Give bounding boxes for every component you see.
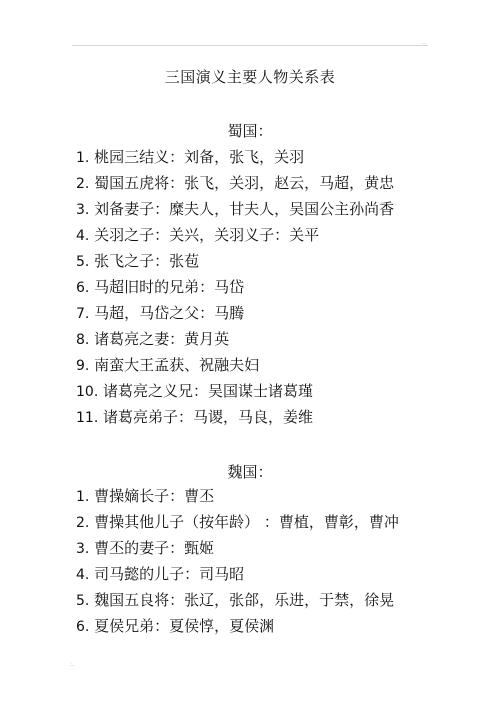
list-item-text: 曹操其他儿子（按年龄） ：曹植，曹彰，曹冲 — [94, 513, 399, 531]
list-item-text: 司马懿的儿子：司马昭 — [94, 565, 245, 583]
list-item-number: 5. — [76, 593, 90, 609]
section-heading-wei: 魏国： — [227, 463, 273, 481]
list-item-text: 夏侯兄弟：夏侯惇，夏侯渊 — [94, 617, 275, 635]
list-item-text: 诸葛亮弟子：马谡，马良，姜维 — [103, 408, 314, 426]
list-item-number: 9. — [76, 358, 90, 374]
list-item-text: 马超，马岱之父：马腾 — [94, 304, 245, 322]
list-item — [76, 513, 399, 532]
footer-mark: :. — [70, 661, 74, 668]
list-item — [76, 591, 394, 610]
section-heading-shu: 蜀国： — [227, 122, 273, 140]
list-item-number: 1. — [76, 150, 90, 166]
list-item-number: 7. — [76, 306, 90, 322]
list-item-number: 3. — [76, 541, 90, 557]
list-item-number: 6. — [76, 619, 90, 635]
list-item — [76, 617, 274, 636]
list-item — [76, 200, 394, 219]
list-item — [76, 330, 229, 349]
header-corner-mark: .. — [422, 39, 426, 46]
list-item-text: 张飞之子：张苞 — [94, 252, 200, 270]
list-item-text: 南蛮大王孟获、祝融夫妇 — [94, 356, 260, 374]
list-item — [76, 382, 313, 401]
list-item-text: 魏国五良将：张辽，张郃，乐进，于禁，徐晃 — [94, 591, 395, 609]
list-item-number: 10. — [76, 384, 99, 400]
list-item-number: 5. — [76, 254, 90, 270]
list-item-text: 关羽之子：关兴，关羽义子：关平 — [94, 226, 320, 244]
list-item-number: 6. — [76, 280, 90, 296]
list-item — [76, 148, 304, 167]
list-item-number: 4. — [76, 567, 90, 583]
list-item-number: 4. — [76, 228, 90, 244]
list-item — [76, 252, 199, 271]
list-item-text: 刘备妻子：糜夫人，甘夫人，吴国公主孙尚香 — [94, 200, 395, 218]
list-item — [76, 278, 244, 297]
list-item-text: 曹操嫡长子：曹丕 — [94, 487, 215, 505]
list-item — [76, 408, 313, 427]
list-item-number: 11. — [76, 410, 99, 426]
document-title: 三国演义主要人物关系表 — [164, 68, 336, 86]
list-item — [76, 304, 244, 323]
list-item — [76, 565, 244, 584]
list-item — [76, 356, 259, 375]
list-item — [76, 174, 394, 193]
list-item-text: 桃园三结义：刘备，张飞，关羽 — [94, 148, 305, 166]
list-item — [76, 487, 214, 506]
list-item-text: 蜀国五虎将：张飞，关羽，赵云，马超，黄忠 — [94, 174, 395, 192]
header-rule — [72, 45, 428, 46]
list-item-number: 8. — [76, 332, 90, 348]
list-item-text: 诸葛亮之义兄：吴国谋士诸葛瑾 — [103, 382, 314, 400]
list-item-number: 1. — [76, 489, 90, 505]
list-item-number: 2. — [76, 176, 90, 192]
list-item-number: 2. — [76, 515, 90, 531]
list-item — [76, 539, 214, 558]
list-item-text: 诸葛亮之妻：黄月英 — [94, 330, 230, 348]
list-item-number: 3. — [76, 202, 90, 218]
list-item — [76, 226, 319, 245]
list-item-text: 曹丕的妻子：甄姬 — [94, 539, 215, 557]
list-item-text: 马超旧时的兄弟：马岱 — [94, 278, 245, 296]
